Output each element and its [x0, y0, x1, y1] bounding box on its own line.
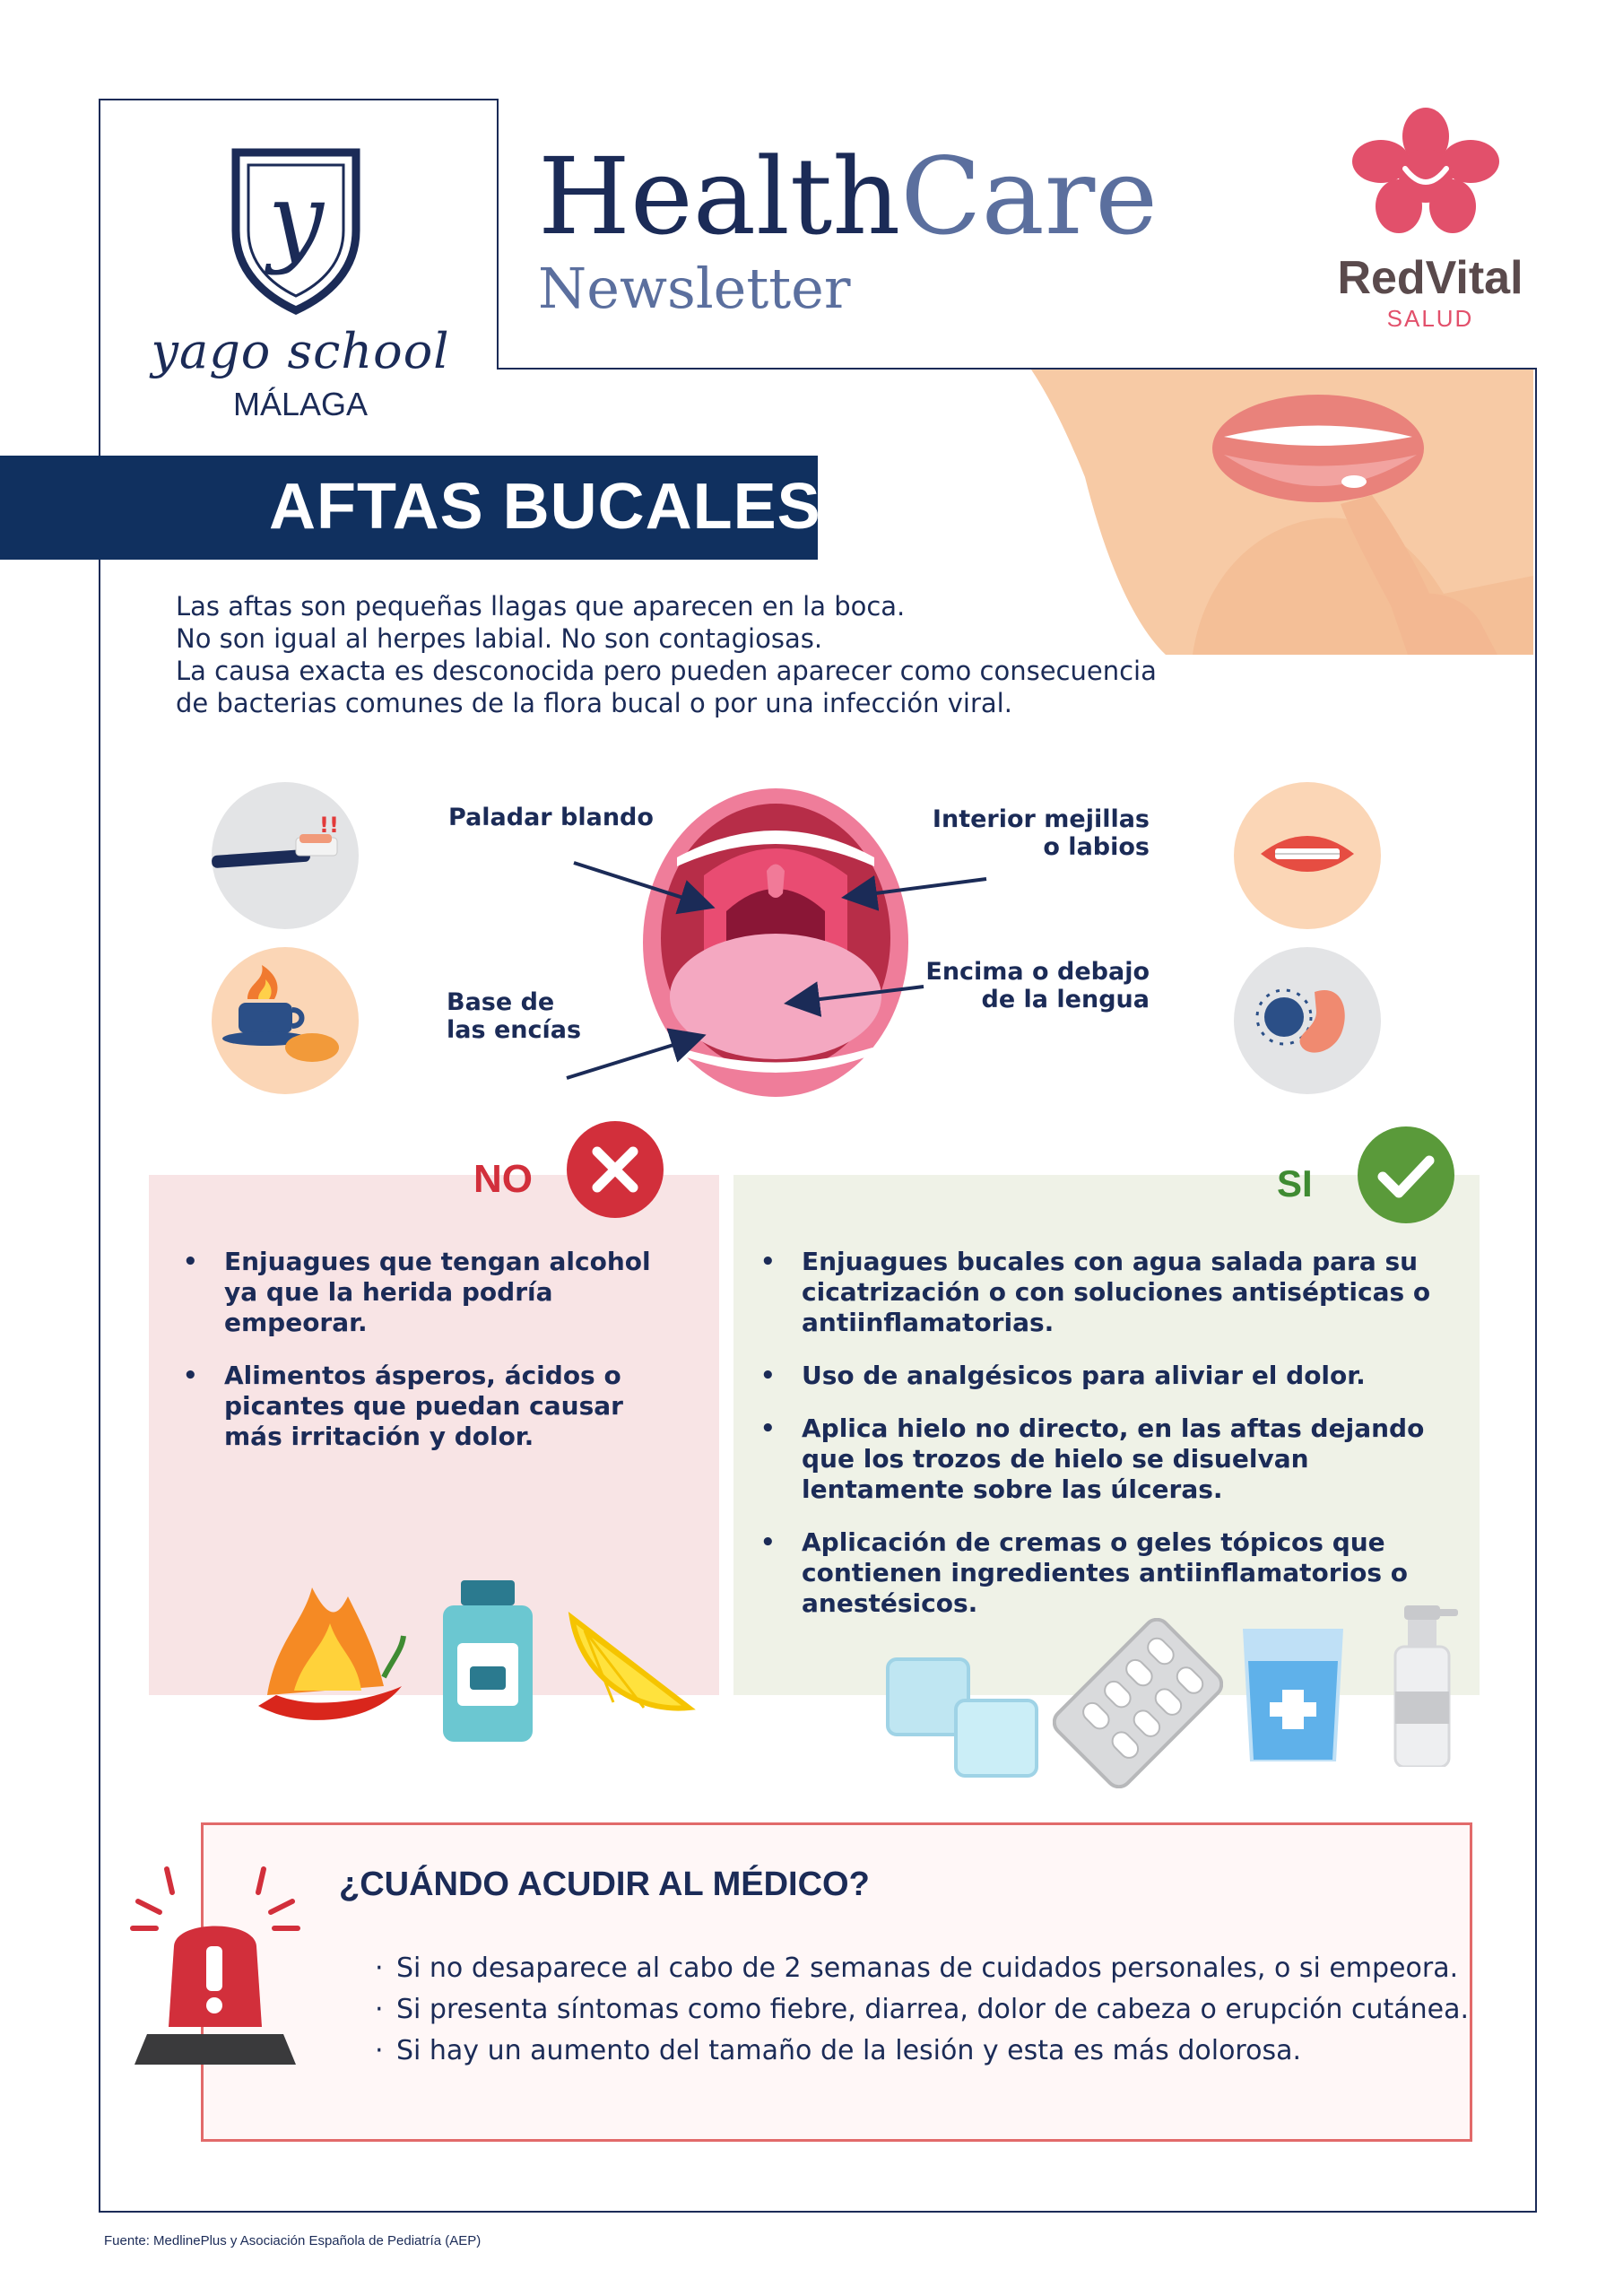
label-gum-base [447, 988, 581, 1044]
arrow-tongue [791, 987, 924, 1003]
label-tongue [915, 958, 1150, 1013]
svg-text:!!: !! [319, 813, 339, 838]
toothbrush-icon-circle [212, 782, 359, 929]
no-label: NO [473, 1157, 533, 1201]
mouthwash-bottle-icon [434, 1580, 542, 1742]
doctor-list-item: · Si presenta síntomas como fiebre, diarrea, dolor de cabeza o erupción cutánea. [375, 1989, 1469, 2031]
no-list-item: • Enjuagues que tengan alcohol ya que la herida podría empeorar. [183, 1247, 685, 1338]
lemon-slice-icon [563, 1609, 696, 1735]
intro-line: de bacterias comunes de la flora bucal o por una infección viral. [176, 688, 1012, 718]
si-list-item: • Enjuagues bucales con agua salada para su cicatrización o con soluciones antisépticas o antiinflamatorias. [760, 1247, 1460, 1338]
doctor-title: ¿CUÁNDO ACUDIR AL MÉDICO? [339, 1866, 870, 1903]
label-gum-base-line: las encías [447, 1016, 582, 1044]
redvital-name: RedVital [1337, 252, 1523, 304]
si-list [760, 1247, 1460, 1641]
virus-stomach-icon-circle [1234, 947, 1381, 1094]
intro-line: Las aftas son pequeñas llagas que aparecen en la boca. [176, 591, 906, 622]
arrow-gums [567, 1037, 699, 1078]
label-tongue-line: de la lengua [981, 986, 1150, 1013]
frame-line [99, 2211, 1537, 2213]
si-list-item: • Aplica hielo no directo, en las aftas dejando que los trozos de hielo se disuelvan lentamente sobre las úlceras. [760, 1413, 1460, 1505]
si-list-item: • Uso de analgésicos para aliviar el dolor. [760, 1361, 1460, 1391]
page-title: AFTAS BUCALES [269, 471, 821, 543]
newsletter-title-care: Care [900, 135, 1159, 258]
source-note: Fuente: MedlinePlus y Asociación Española de Pediatría (AEP) [104, 2233, 482, 2248]
no-list [183, 1247, 685, 1474]
label-soft-palate: Paladar blando [448, 804, 654, 831]
doctor-list [375, 1948, 1469, 2072]
intro-line: La causa exacta es desconocida pero pueden aparecer como consecuencia [176, 656, 1157, 686]
label-inner-cheeks-line: Interior mejillas [932, 805, 1150, 833]
lips-icon [1234, 782, 1381, 929]
pill-blister-icon [1053, 1618, 1223, 1788]
intro-text [176, 590, 1162, 719]
school-shield-logo [229, 145, 363, 316]
doctor-list-item: · Si hay un aumento del tamaño de la lesión y esta es más dolorosa. [375, 2031, 1469, 2072]
frame-line [99, 99, 100, 2213]
cross-icon [567, 1121, 664, 1218]
hot-drink-icon-circle [212, 947, 359, 1094]
frame-line [1535, 368, 1537, 2213]
school-name: yago school [151, 323, 450, 379]
school-city: MÁLAGA [232, 386, 369, 422]
virus-stomach-icon [1234, 947, 1381, 1094]
hot-drink-icon [212, 947, 359, 1094]
label-inner-cheeks-line: o labios [1043, 833, 1150, 861]
chili-pepper-icon [249, 1587, 411, 1731]
newsletter-title [538, 135, 1159, 258]
frame-line [99, 99, 497, 100]
arrow-inner-cheeks [848, 879, 986, 897]
ice-cubes-icon [884, 1650, 1046, 1785]
cream-jar-icon [1239, 1625, 1347, 1765]
alarm-siren-icon [126, 1857, 305, 2072]
check-icon [1358, 1126, 1454, 1223]
newsletter-subtitle: Newsletter [538, 256, 851, 321]
svg-text:y: y [267, 161, 325, 276]
cracked-lips-icon-circle [1234, 782, 1381, 929]
redvital-flower-logo [1350, 106, 1502, 240]
spray-bottle-icon [1377, 1605, 1467, 1767]
si-label: SI [1277, 1162, 1313, 1205]
toothbrush-icon [212, 782, 359, 929]
intro-line: No son igual al herpes labial. No son contagiosas. [176, 623, 823, 654]
label-inner-cheeks [915, 805, 1150, 861]
frame-line [497, 99, 499, 370]
arrow-soft-palate [574, 863, 708, 906]
newsletter-title-health: Health [538, 135, 901, 258]
redvital-tagline: SALUD [1386, 305, 1474, 332]
label-tongue-line: Encima o debajo [925, 958, 1150, 986]
no-list-item: • Alimentos ásperos, ácidos o picantes que puedan causar más irritación y dolor. [183, 1361, 685, 1452]
si-list-item: • Aplicación de cremas o geles tópicos que contienen ingredientes antiinflamatorios o anestésicos. [760, 1527, 1460, 1619]
doctor-list-item: · Si no desaparece al cabo de 2 semanas de cuidados personales, o si empeora. [375, 1948, 1469, 1989]
label-gum-base-line: Base de [447, 988, 555, 1016]
